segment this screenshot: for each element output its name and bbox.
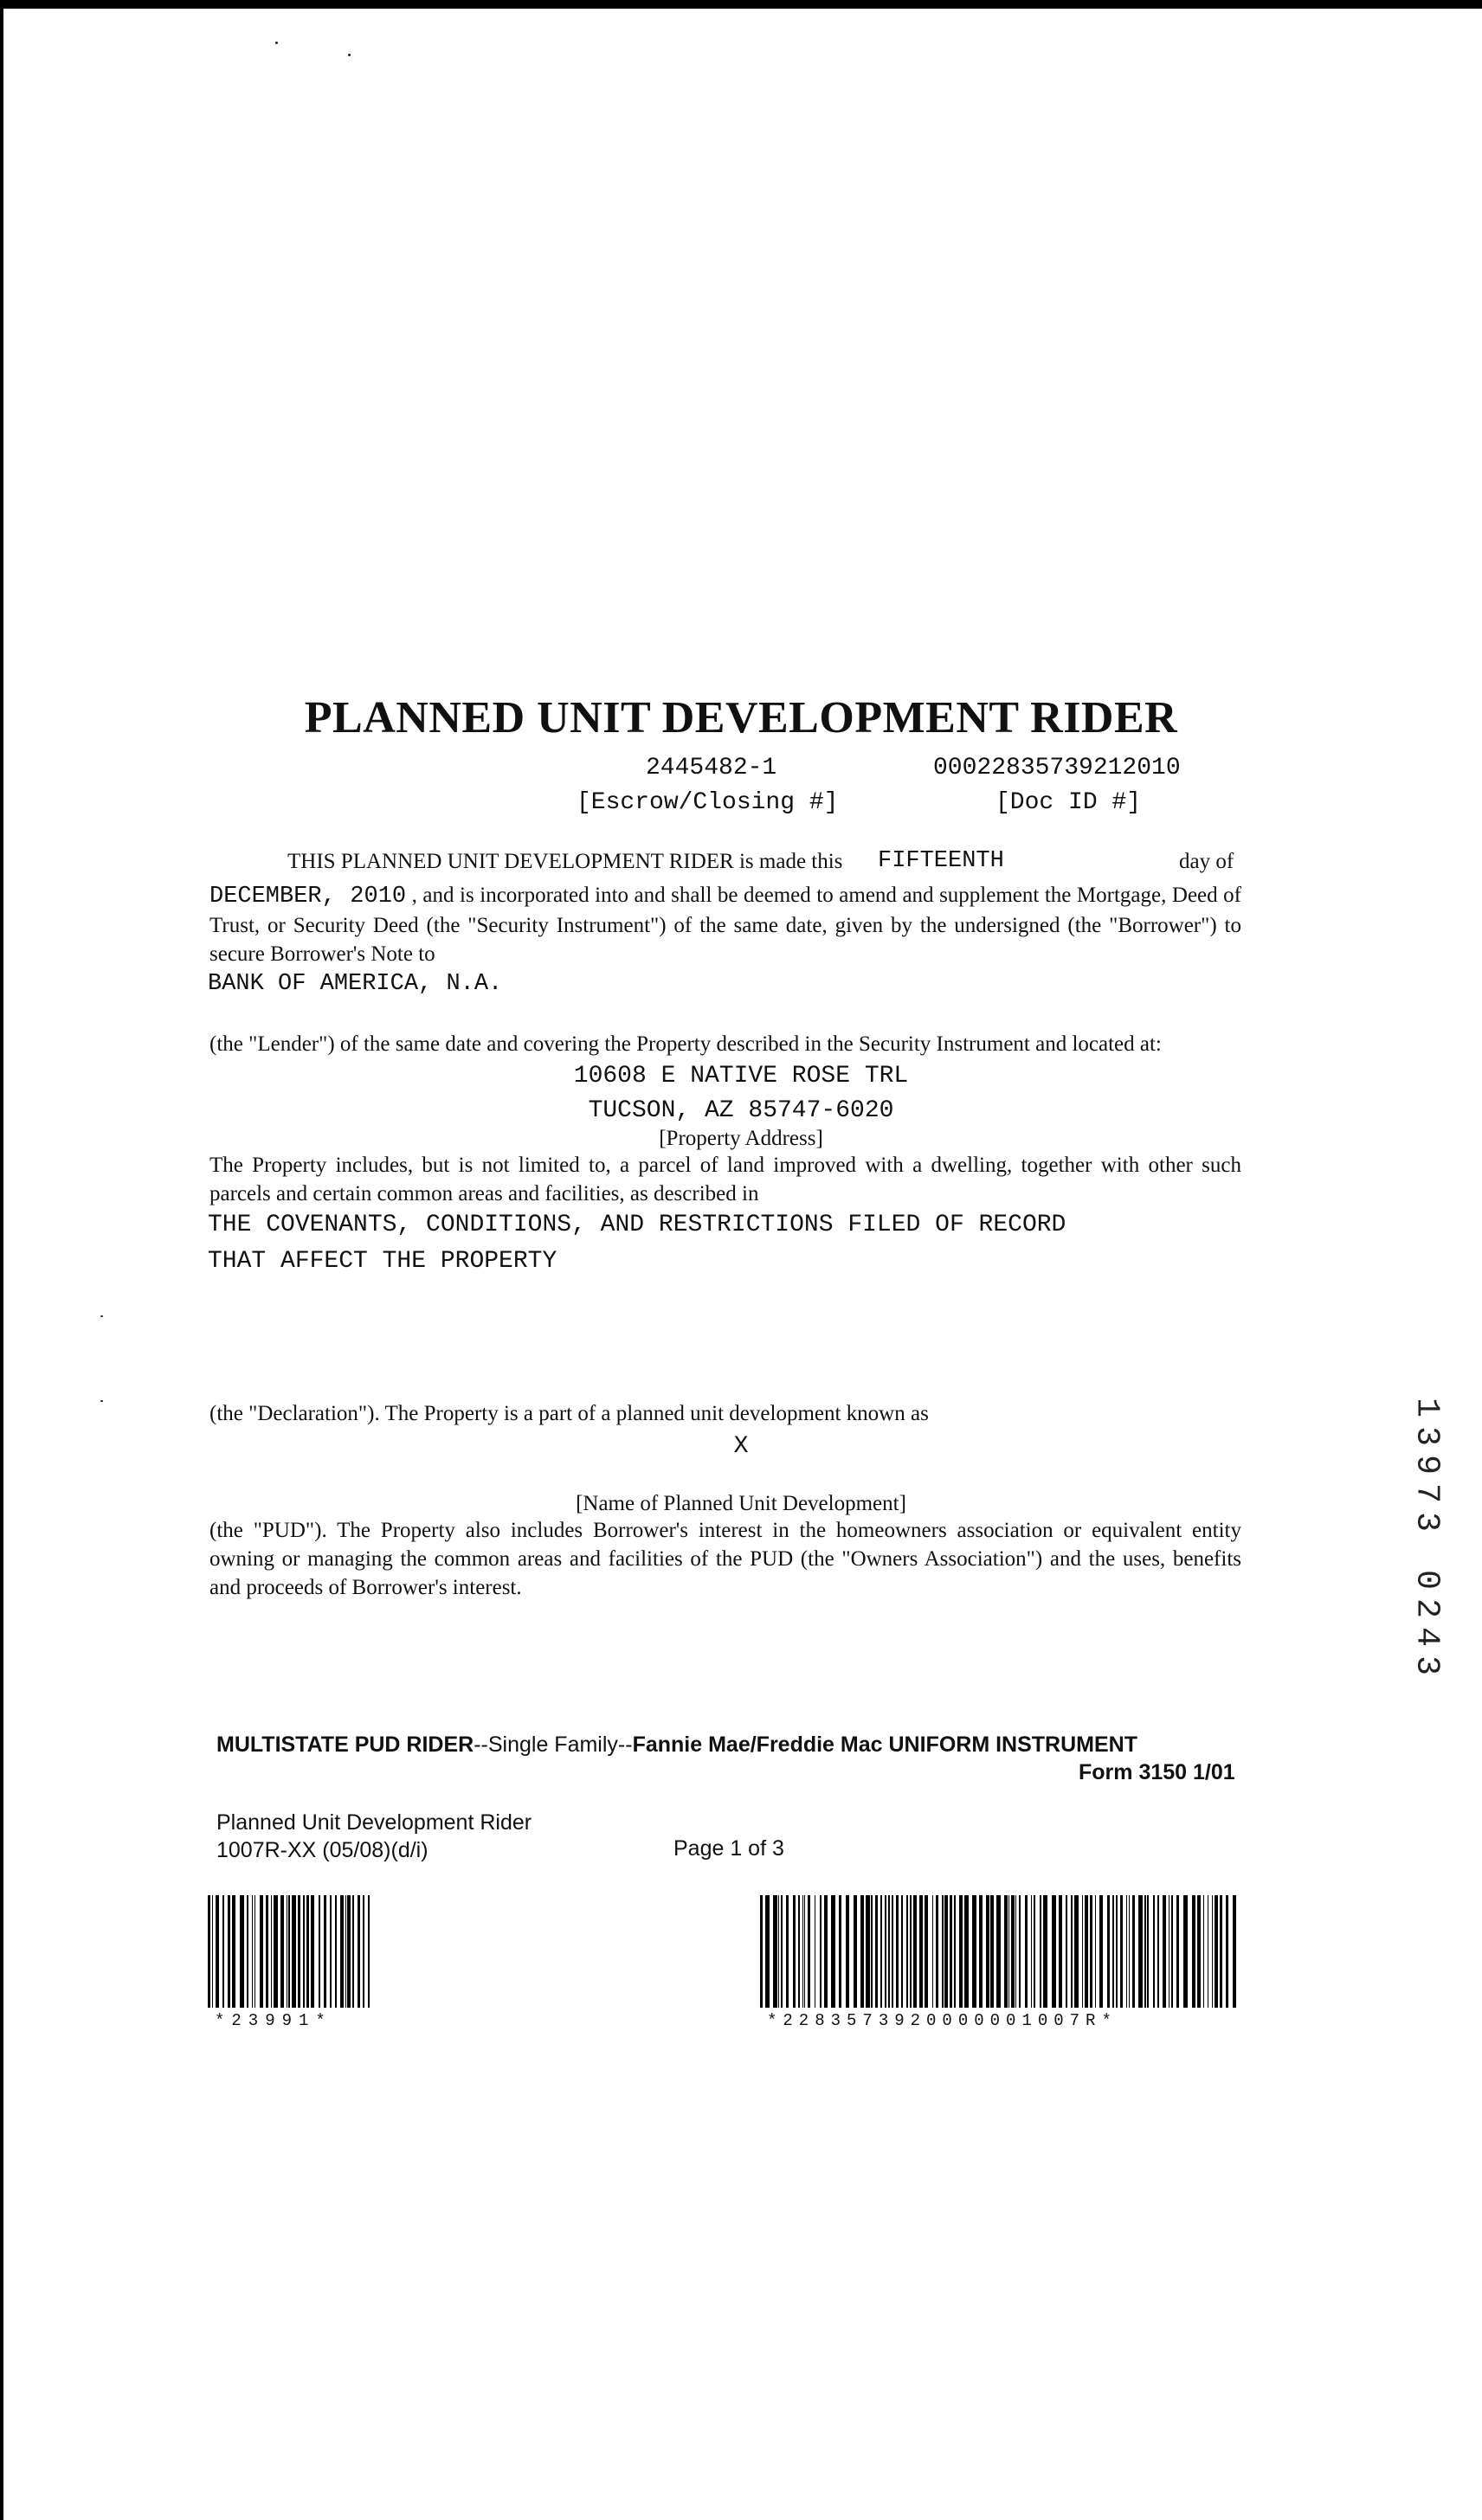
multistate-heading [216,1732,1137,1758]
side-stamp-number [1408,1393,1446,1680]
intro-continuation: , and is incorporated into and shall be deemed to amend and supplement the Mortgage, Deed of Trust, or Security Deed (the "Security Instrument") of the same date, given by the undersigned (the "Borrower") to secure Borrower's Note to [209,884,1241,966]
multistate-heading-end: Fannie Mae/Freddie Mac UNIFORM INSTRUMENT [632,1732,1137,1757]
side-stamp-digit: 0 [1408,1570,1446,1590]
property-address-label: [Property Address] [659,1127,823,1150]
month-year-value: DECEMBER, 2010 [209,884,407,910]
day-of-text: day of [1179,850,1234,873]
doc-id-number: 00022835739212010 [933,755,1181,781]
side-stamp-digit: 1 [1408,1398,1446,1418]
covenants-line-1: THE COVENANTS, CONDITIONS, AND RESTRICTIONS FILED OF RECORD [208,1212,1066,1238]
escrow-number: 2445482-1 [646,755,777,781]
rider-name: Planned Unit Development Rider [216,1810,532,1835]
multistate-heading-bold: MULTISTATE PUD RIDER [216,1732,474,1757]
side-stamp-digit: 2 [1408,1598,1446,1618]
side-stamp-digit: 3 [1408,1512,1446,1532]
scan-speck [100,1400,103,1402]
side-stamp-digit: 3 [1408,1655,1446,1675]
form-number: Form 3150 1/01 [1079,1760,1235,1784]
side-stamp-digit: 4 [1408,1627,1446,1647]
day-value: FIFTEENTH [878,848,1004,874]
barcode-right-label: *2283573920000001007R* [767,2011,1118,2030]
intro-paragraph [209,881,1241,968]
side-stamp-digit: 7 [1408,1483,1446,1503]
declaration-text: (the "Declaration"). The Property is a part of a planned unit development known as [209,1402,929,1425]
rider-code: 1007R-XX (05/08)(d/i) [216,1838,428,1862]
pud-name-value: X [733,1433,749,1460]
intro-opening: THIS PLANNED UNIT DEVELOPMENT RIDER is made this [287,850,843,873]
page-number: Page 1 of 3 [673,1836,784,1861]
pud-name-label: [Name of Planned Unit Development] [576,1492,906,1515]
side-stamp-number-1 [1408,1393,1446,1536]
barcode-bar [370,1895,372,2008]
escrow-label: [Escrow/Closing #] [577,789,839,816]
covenants-line-2: THAT AFFECT THE PROPERTY [208,1248,557,1275]
scan-edge-left [0,0,3,2520]
multistate-heading-mid: --Single Family-- [474,1732,633,1757]
pud-paragraph: (the "PUD"). The Property also includes Borrower's interest in the homeowners association or equivalent entity owning or managing the common areas and facilities of the PUD (the "Owners Association") and the uses, benefits and proceeds of Borrower's interest. [209,1519,1241,1599]
lender-clause: (the "Lender") of the same date and covering the Property described in the Security Instrument and located at: [209,1032,1162,1056]
lender-name: BANK OF AMERICA, N.A. [208,971,503,997]
barcode-bar [1236,1895,1238,2008]
property-includes-text: The Property includes, but is not limited to, a parcel of land improved with a dwelling, together with other such parcels and certain common areas and facilities, as described in [209,1154,1241,1205]
side-stamp-number-2 [1408,1565,1446,1680]
property-street: 10608 E NATIVE ROSE TRL [573,1063,909,1090]
barcode-right [760,1895,1238,2008]
scan-speck [348,54,351,56]
scan-speck [275,42,278,44]
scan-edge-top [0,0,1482,9]
scan-speck [100,1315,103,1317]
document-title: PLANNED UNIT DEVELOPMENT RIDER [304,693,1178,742]
barcode-left [208,1895,372,2008]
barcode-left-label: *23991* [215,2011,332,2030]
property-city: TUCSON, AZ 85747-6020 [588,1097,894,1124]
doc-id-label: [Doc ID #] [996,789,1142,816]
side-stamp-digit: 3 [1408,1426,1446,1446]
side-stamp-digit: 9 [1408,1455,1446,1475]
